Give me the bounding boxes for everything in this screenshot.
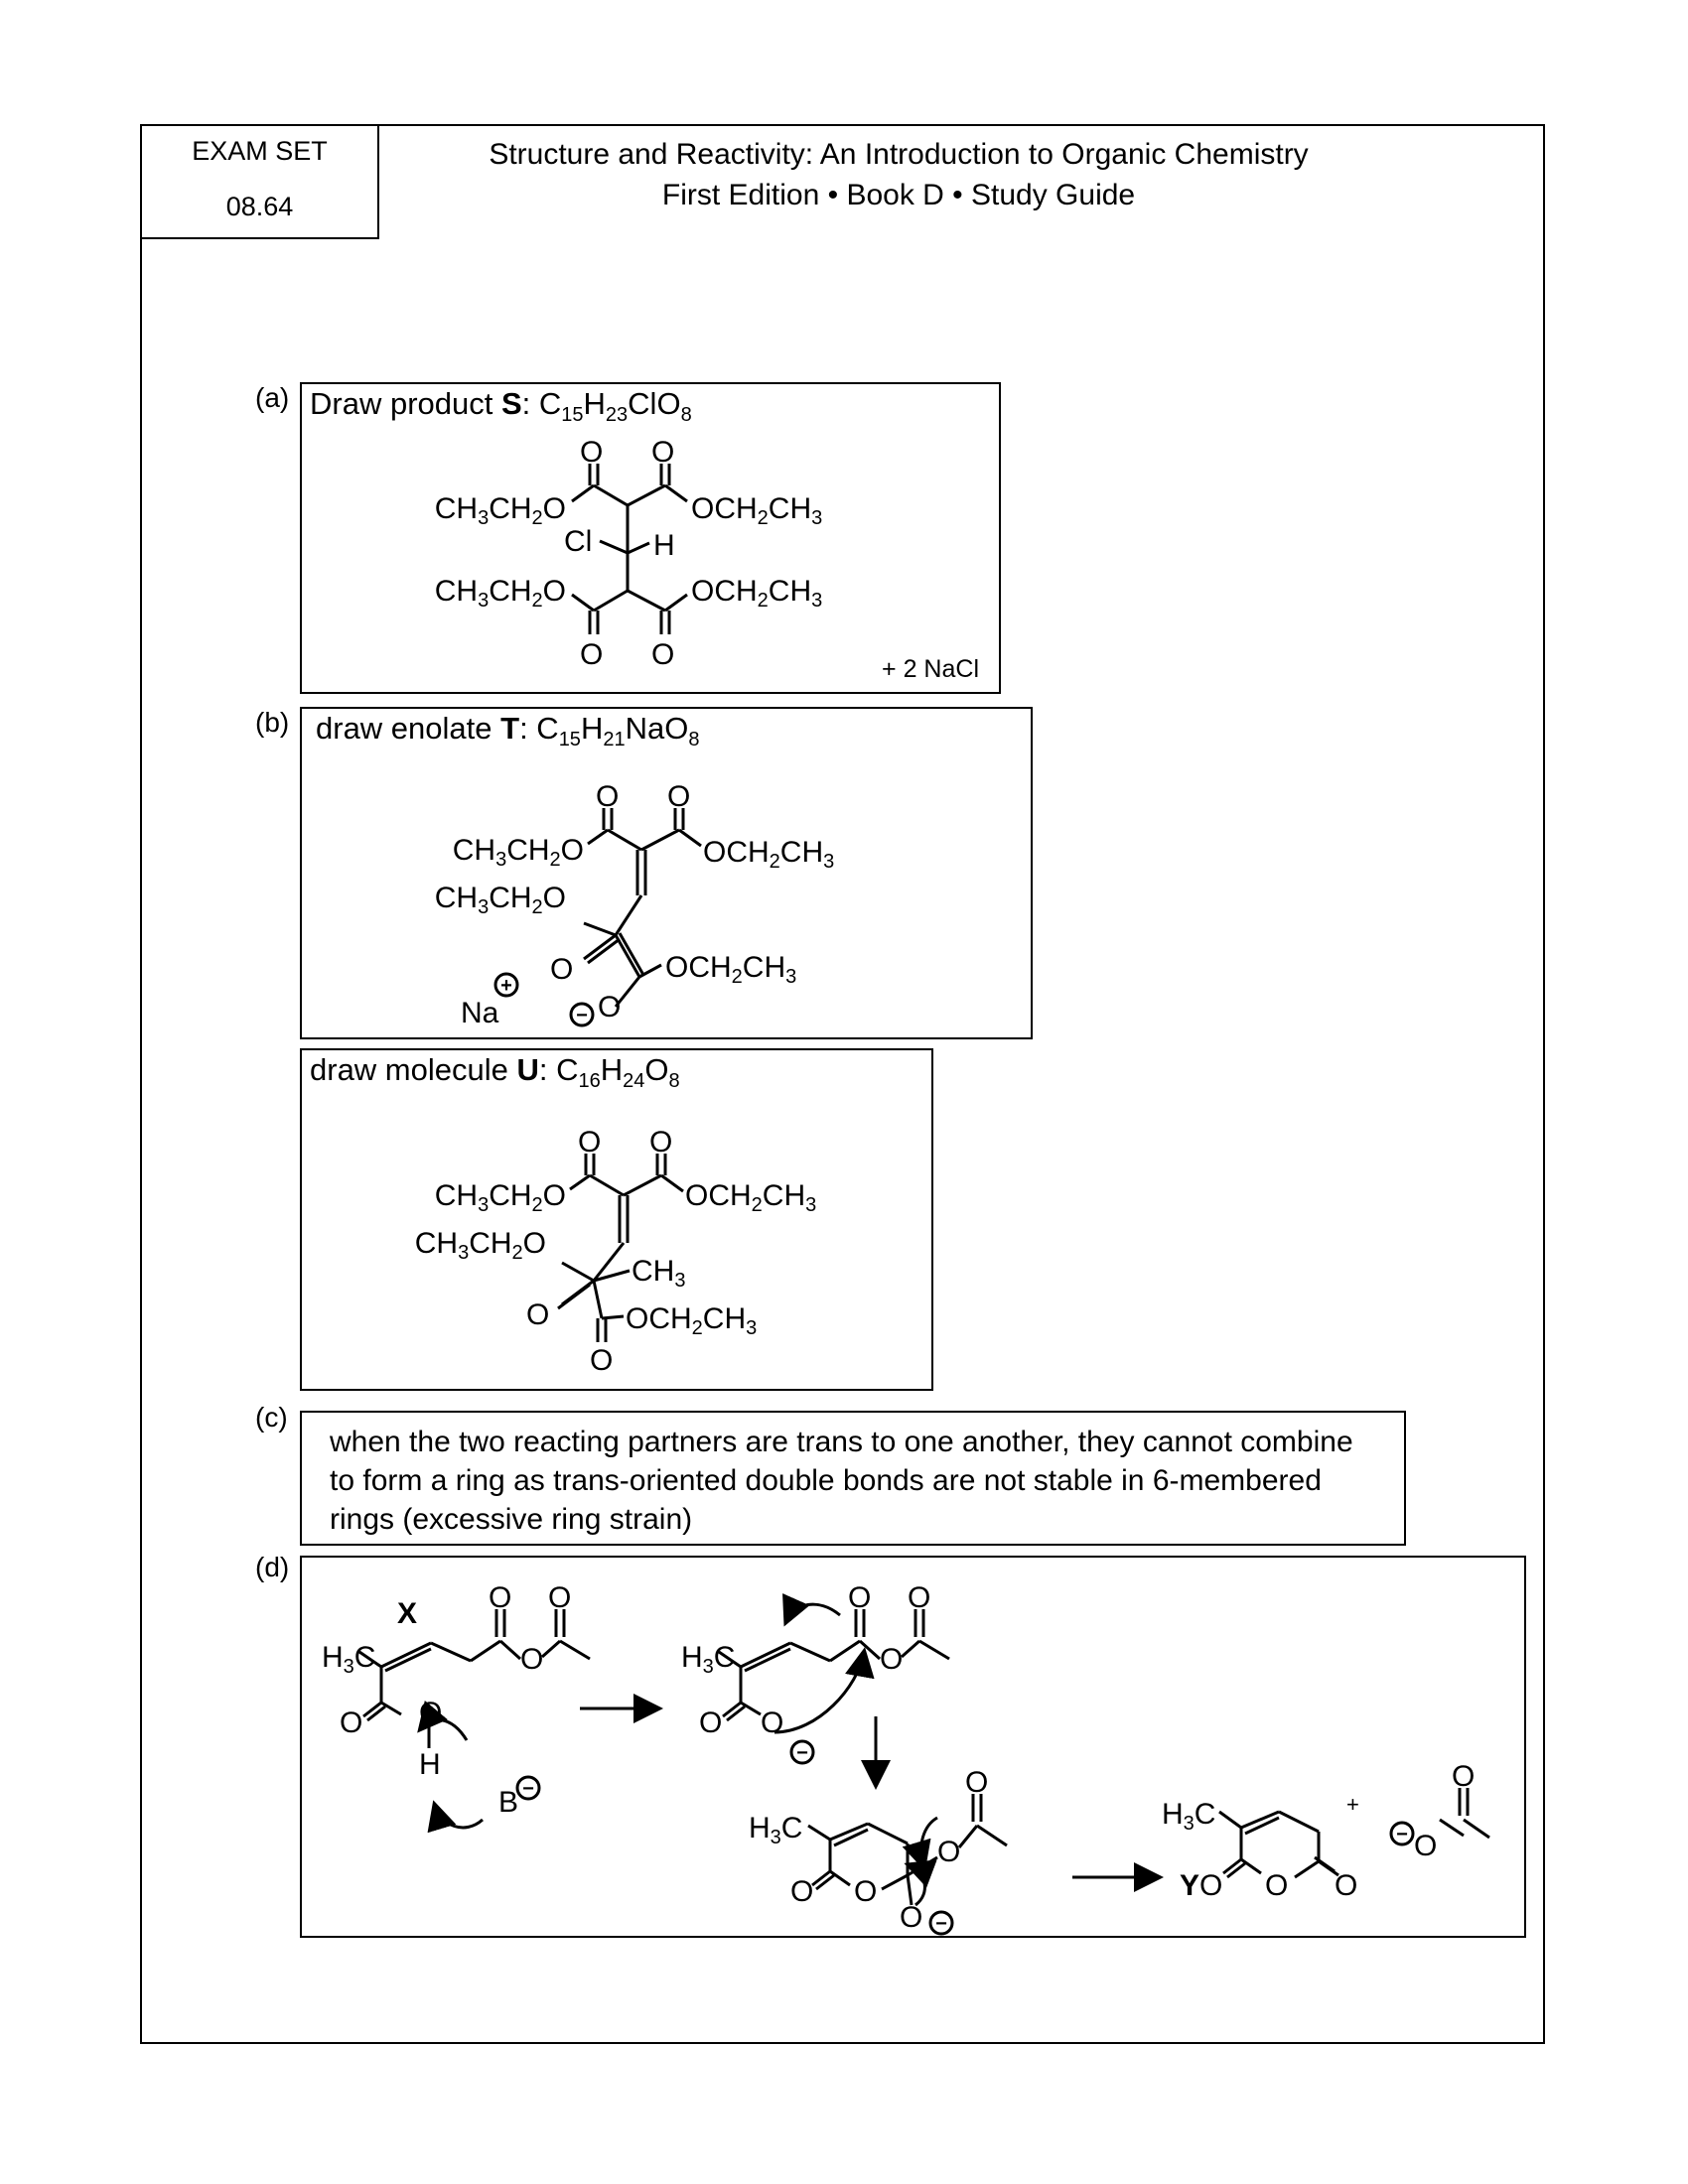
u-ethoxy-1: $CH_3CH_2O$ xyxy=(434,1179,566,1216)
svg-text:−: − xyxy=(935,1913,947,1935)
part-b-label: (b) xyxy=(255,707,290,738)
y-oxygen-1: O xyxy=(1199,1869,1223,1902)
structure-x xyxy=(359,1609,590,1828)
i2-minus-charge xyxy=(930,1912,952,1935)
compound-t-label: T xyxy=(500,711,520,746)
part-b2-title-text: draw molecule xyxy=(310,1052,517,1087)
s-oxygen-1: O xyxy=(580,436,604,469)
part-b2-box xyxy=(300,1048,933,1391)
u-methyl: $CH_3$ xyxy=(632,1255,686,1292)
y-oxygen-2: O xyxy=(1265,1869,1289,1902)
svg-text:+: + xyxy=(500,975,512,997)
part-b2-title: draw molecule U: $C_{16}H_{24}O_8$ xyxy=(310,1052,680,1093)
i1-methyl: $H_3C$ xyxy=(681,1641,736,1678)
i1-oxygen-3: O xyxy=(880,1643,904,1676)
t-oxygen-4: O xyxy=(598,991,622,1024)
x-oxygen-3: O xyxy=(520,1643,544,1676)
t-oxygen-1: O xyxy=(596,780,620,813)
x-hydrogen: H xyxy=(419,1748,441,1781)
compound-u-label: U xyxy=(516,1052,539,1087)
structure-t xyxy=(302,709,1031,1037)
mechanism-d xyxy=(302,1558,1524,1936)
x-oxygen-4: O xyxy=(340,1706,363,1739)
base-minus-charge xyxy=(517,1777,539,1800)
book-subtitle: First Edition • Book D • Study Guide xyxy=(661,179,1136,211)
i2-oxygen-5: O xyxy=(900,1901,923,1934)
s-chlorine: Cl xyxy=(564,525,593,558)
part-b-title: draw enolate T: $C_{15}H_{21}NaO_8$ xyxy=(316,711,700,751)
i2-oxygen-1: O xyxy=(790,1875,814,1908)
t-ethoxy-4: $OCH_2CH_3$ xyxy=(665,951,797,988)
i1-oxygen-4: O xyxy=(699,1706,723,1739)
book-title: Structure and Reactivity: An Introduction to Organic Chemistry xyxy=(489,138,1309,171)
structure-u xyxy=(302,1050,931,1389)
u-oxygen-3: O xyxy=(526,1298,550,1331)
y-methyl: $H_3C$ xyxy=(1162,1798,1216,1835)
u-ethoxy-2: $OCH_2CH_3$ xyxy=(685,1179,817,1216)
part-d-label: (d) xyxy=(255,1552,290,1582)
s-oxygen-4: O xyxy=(651,638,675,671)
part-a-box xyxy=(300,382,1001,694)
i2-oxygen-3: O xyxy=(937,1836,961,1868)
compound-x-label: X xyxy=(397,1597,418,1630)
exam-set-number: 08.64 xyxy=(225,192,294,221)
acetate-oxygen-2: O xyxy=(1452,1760,1476,1793)
i2-oxygen-2: O xyxy=(854,1875,878,1908)
intermediate-2 xyxy=(808,1794,1007,1905)
u-oxygen-4: O xyxy=(590,1344,614,1377)
part-b-formula: $C_{15}H_{21}NaO_8$ xyxy=(536,711,700,751)
compound-s-label: S xyxy=(500,386,522,421)
t-minus-charge xyxy=(571,1004,593,1026)
u-ethoxy-4: $OCH_2CH_3$ xyxy=(626,1302,758,1339)
u-oxygen-1: O xyxy=(578,1126,602,1159)
x-oxygen-2: O xyxy=(548,1581,572,1614)
i1-minus-charge xyxy=(791,1741,813,1764)
plus-sign: + xyxy=(1346,1792,1359,1817)
s-oxygen-3: O xyxy=(580,638,604,671)
part-c-box xyxy=(300,1411,1406,1546)
part-a-title: Draw product S: $C_{15}H_{23}ClO_8$ xyxy=(310,386,692,427)
intermediate-1 xyxy=(719,1604,949,1732)
svg-text:−: − xyxy=(1396,1824,1408,1845)
i2-oxygen-4: O xyxy=(965,1766,989,1799)
s-oxygen-2: O xyxy=(651,436,675,469)
s-ethoxy-top-right: $OCH_2CH_3$ xyxy=(691,492,823,529)
part-b2-formula: $C_{16}H_{24}O_8$ xyxy=(556,1052,680,1093)
part-a-title-text: Draw product xyxy=(310,386,501,421)
i2-methyl: $H_3C$ xyxy=(749,1812,803,1848)
u-oxygen-2: O xyxy=(649,1126,673,1159)
page-header xyxy=(397,134,1400,215)
nacl-byproduct: + 2 NaCl xyxy=(882,655,979,683)
y-oxygen-3: O xyxy=(1335,1869,1358,1902)
s-hydrogen: H xyxy=(653,529,675,562)
i1-oxygen-5: O xyxy=(761,1706,784,1739)
t-ethoxy-2: $OCH_2CH_3$ xyxy=(703,836,835,873)
part-c-label: (c) xyxy=(255,1402,288,1433)
exam-set-box xyxy=(140,124,379,239)
part-d-box xyxy=(300,1556,1526,1938)
i1-oxygen-2: O xyxy=(908,1581,931,1614)
part-a-formula: $C_{15}H_{23}ClO_8$ xyxy=(538,386,692,427)
acetate-minus-charge xyxy=(1391,1823,1413,1845)
base-label: B xyxy=(498,1786,519,1819)
s-ethoxy-top-left: $CH_3CH_2O$ xyxy=(434,492,566,529)
svg-text:−: − xyxy=(796,1742,808,1764)
t-sodium: Na xyxy=(461,997,499,1029)
s-ethoxy-bottom-right: $OCH_2CH_3$ xyxy=(691,575,823,612)
part-c-answer: when the two reacting partners are trans to one another, they cannot combine to form a ring as trans-oriented double bonds are not stable in 6-membered rings (excessive ring strain) xyxy=(330,1426,1353,1536)
intermediate-2-labels xyxy=(749,1766,988,1934)
svg-text:−: − xyxy=(522,1778,534,1800)
acetate-oxygen-1: O xyxy=(1414,1830,1438,1862)
s-ethoxy-bottom-left: $CH_3CH_2O$ xyxy=(434,575,566,612)
part-a-label: (a) xyxy=(255,382,290,413)
u-ethoxy-3: $CH_3CH_2O$ xyxy=(414,1227,546,1264)
svg-text:−: − xyxy=(576,1005,588,1026)
i1-oxygen-1: O xyxy=(848,1581,872,1614)
x-methyl: $H_3C$ xyxy=(322,1641,376,1678)
t-ethoxy-3: $CH_3CH_2O$ xyxy=(434,882,566,918)
x-oxygen-1: O xyxy=(489,1581,512,1614)
structure-s xyxy=(302,384,999,692)
compound-y-label: Y xyxy=(1180,1869,1200,1902)
exam-set-label: EXAM SET xyxy=(192,136,328,166)
t-ethoxy-1: $CH_3CH_2O$ xyxy=(452,834,584,871)
x-oxygen-5: O xyxy=(419,1697,443,1729)
t-oxygen-2: O xyxy=(667,780,691,813)
part-b-box xyxy=(300,707,1033,1039)
t-oxygen-3: O xyxy=(550,953,574,986)
t-plus-charge xyxy=(495,974,517,997)
part-b-title-text: draw enolate xyxy=(316,711,501,746)
